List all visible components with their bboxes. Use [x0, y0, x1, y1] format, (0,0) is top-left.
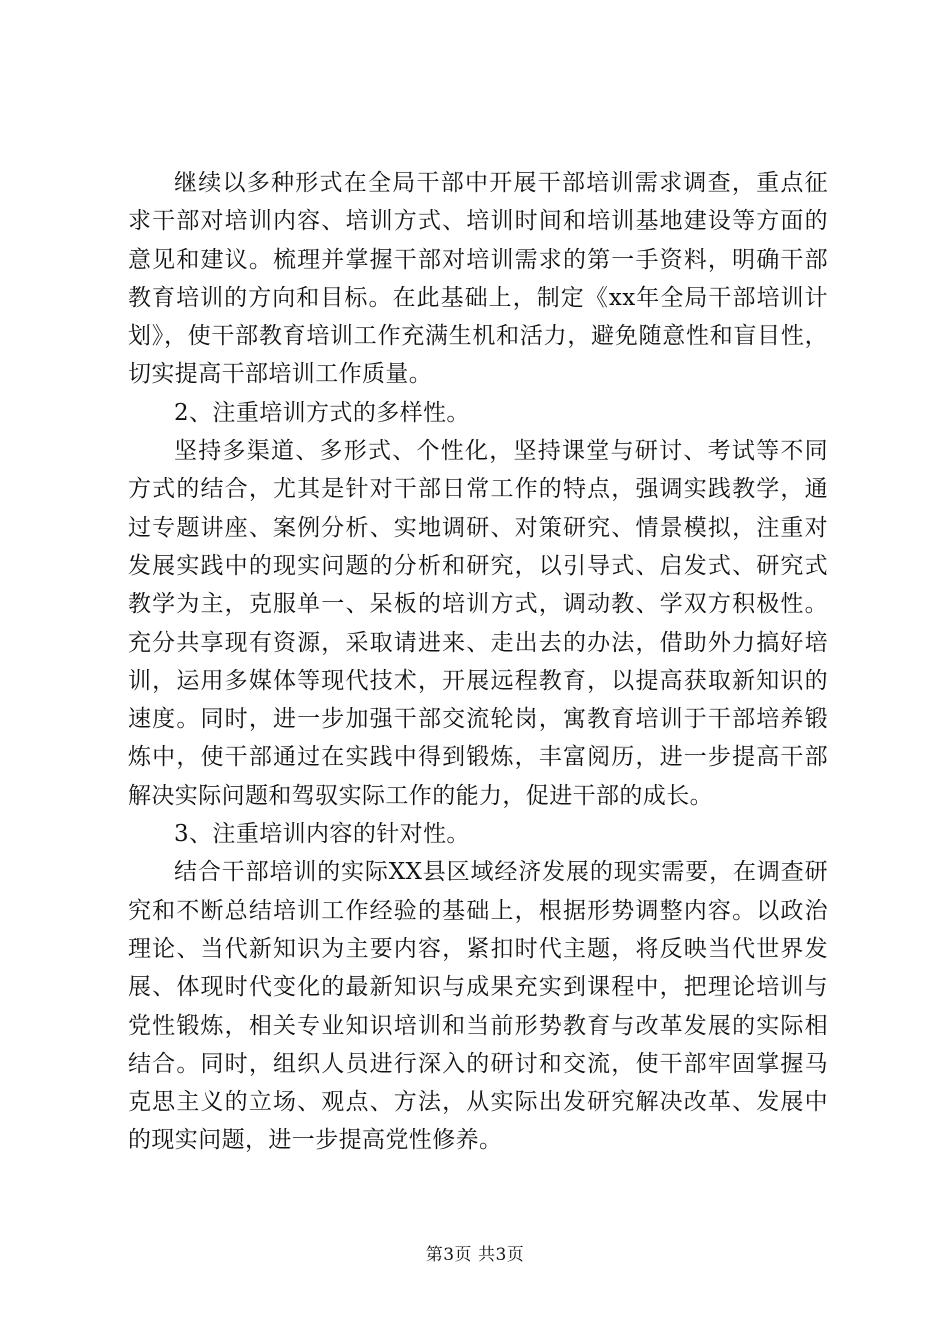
paragraph-survey: 继续以多种形式在全局干部中开展干部培训需求调查，重点征求干部对培训内容、培训方式、培训时间和培训基地建设等方面的意见和建议。梳理并掌握干部对培训需求的第一手资料，明确干部教育培训的方向和目标。在此基础上，制定《xx年全局干部培训计划》，使干部教育培训工作充满生机和活力，避免随意性和盲目性，切实提高干部培训工作质量。: [128, 170, 828, 388]
section-heading-content: 3、注重培训内容的针对性。: [174, 821, 470, 848]
paragraph-methods: 坚持多渠道、多形式、个性化，坚持课堂与研讨、考试等不同方式的结合，尤其是针对干部日常工作的特点，强调实践教学，通过专题讲座、案例分析、实地调研、对策研究、情景模拟，注重对发展实践中的现实问题的分析和研究，以引导式、启发式、研究式教学为主，克服单一、呆板的培训方式，调动教、学双方积极性。充分共享现有资源，采取请进来、走出去的办法，借助外力搞好培训，运用多媒体等现代技术，开展远程教育，以提高获取新知识的速度。同时，进一步加强干部交流轮岗，寓教育培训于干部培养锻炼中，使干部通过在实践中得到锻炼，丰富阅历，进一步提高干部解决实际问题和驾驭实际工作的能力，促进干部的成长。: [128, 438, 828, 809]
page-footer: 第3页 共3页: [425, 1245, 525, 1265]
paragraph-content: 结合干部培训的实际XX县区域经济发展的现实需要，在调查研究和不断总结培训工作经验的基础上，根据形势调整内容。以政治理论、当代新知识为主要内容，紧扣时代主题，将反映当代世界发展、体现时代变化的最新知识与成果充实到课程中，把理论培训与党性锻炼，相关专业知识培训和当前形势教育与改革发展的实际相结合。同时，组织人员进行深入的研讨和交流，使干部牢固掌握马克思主义的立场、观点、方法，从实际出发研究解决改革、发展中的现实问题，进一步提高党性修养。: [128, 859, 828, 1154]
section-heading-methods: 2、注重培训方式的多样性。: [174, 399, 470, 426]
document-body: [128, 164, 828, 1160]
